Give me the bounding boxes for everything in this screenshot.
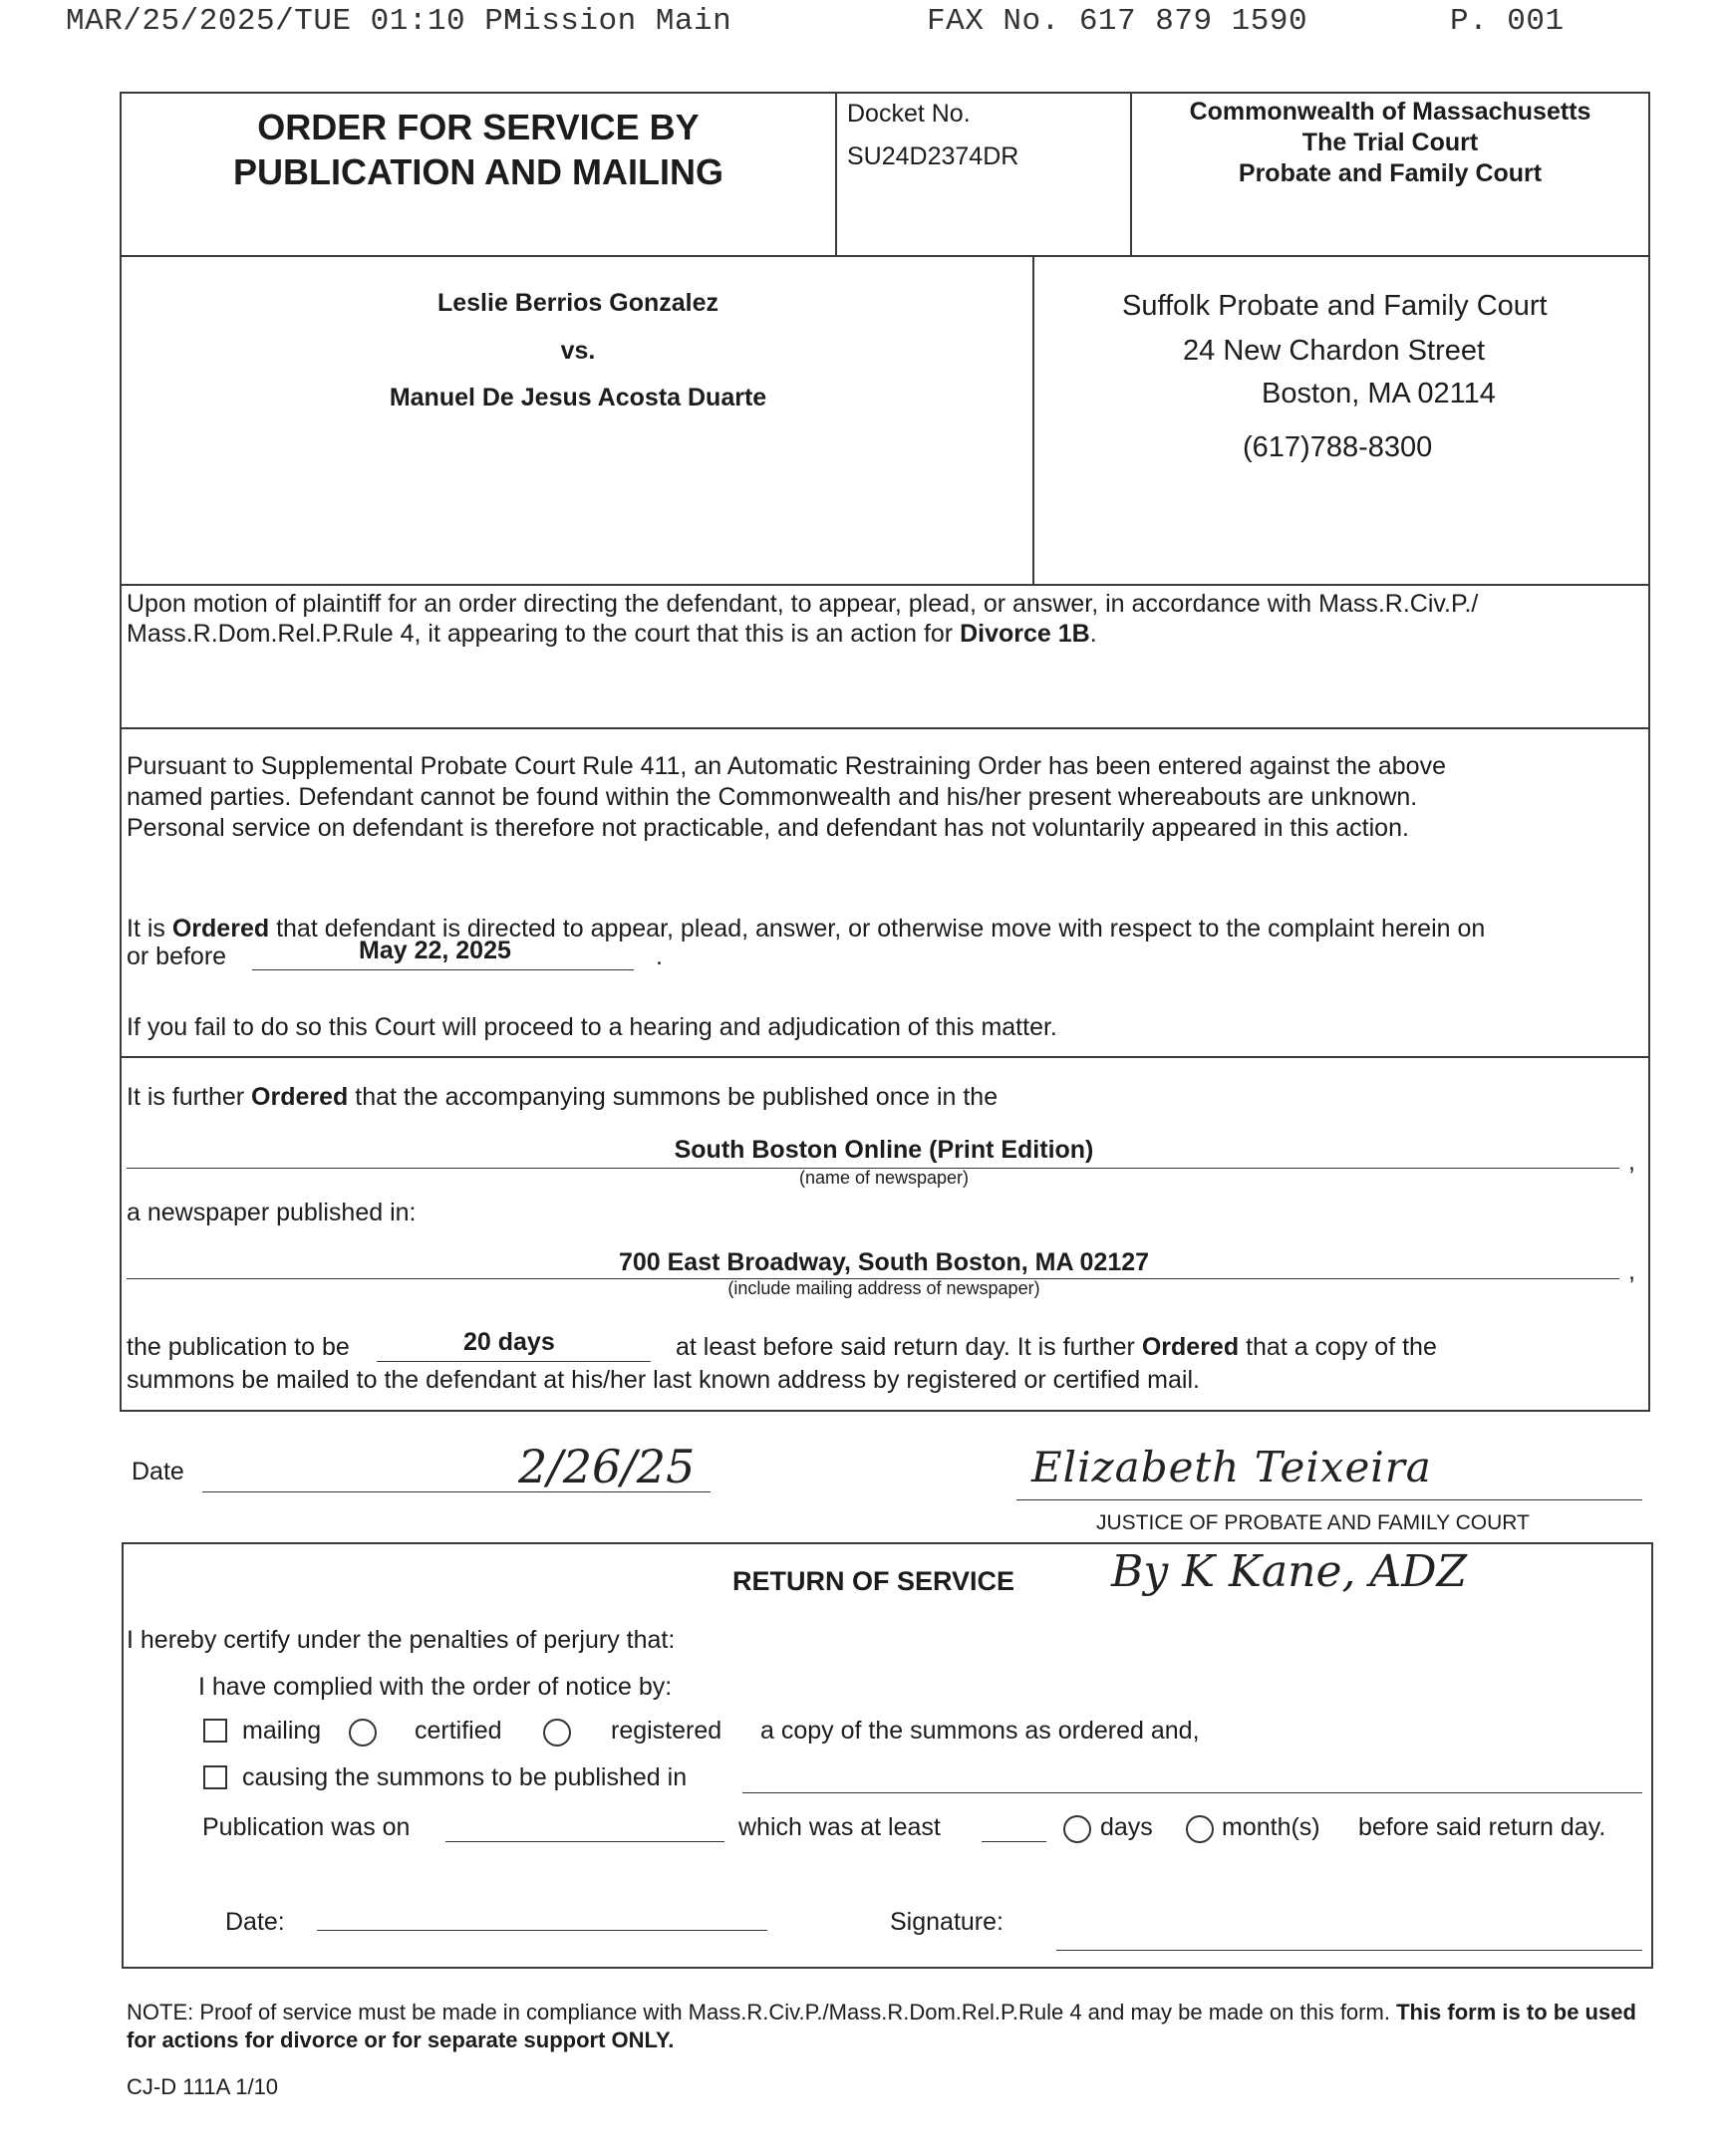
order-line1: It is Ordered that defendant is directed to appear, plead, answer, or otherwise move with respect to the complaint herein on: [127, 915, 1486, 943]
months-radio[interactable]: [1186, 1815, 1214, 1843]
newspaper-address: 700 East Broadway, South Boston, MA 02127: [618, 1248, 1150, 1276]
date-label: Date: [132, 1458, 184, 1485]
publication-was-on-label: Publication was on: [202, 1813, 411, 1841]
court-line1: Commonwealth of Massachusetts: [1189, 98, 1591, 126]
newspaper-comma: ,: [1628, 1148, 1635, 1176]
handwritten-date: 2/26/25: [518, 1440, 696, 1493]
fax-datetime: MAR/25/2025/TUE 01:10 PM: [66, 4, 523, 39]
mailing-label: mailing: [242, 1717, 322, 1745]
motion-line2: Mass.R.Dom.Rel.P.Rule 4, it appearing to the court that this is an action for Divorce 1B.: [127, 620, 1097, 648]
certified-label: certified: [415, 1717, 502, 1745]
return-date-label: Date:: [225, 1908, 285, 1936]
days-radio[interactable]: [1063, 1815, 1091, 1843]
signature-field[interactable]: [1056, 1950, 1642, 1951]
published-in-label: a newspaper published in:: [127, 1199, 417, 1226]
registered-radio[interactable]: [543, 1719, 571, 1747]
court-phone: (617)788-8300: [1243, 431, 1433, 463]
further-ordered-line: It is further Ordered that the accompanying summons be published once in the: [127, 1083, 999, 1111]
form-title-line1: ORDER FOR SERVICE BY: [257, 107, 700, 147]
return-of-service-title: RETURN OF SERVICE: [732, 1566, 1015, 1596]
justice-caption: JUSTICE OF PROBATE AND FAMILY COURT: [1096, 1511, 1530, 1534]
causing-label: causing the summons to be published in: [242, 1763, 688, 1791]
plaintiff-name: Leslie Berrios Gonzalez: [436, 289, 719, 317]
or-before-label: or before: [127, 943, 227, 970]
complied-line: I have complied with the order of notice by:: [198, 1673, 673, 1701]
registered-label: registered: [611, 1717, 722, 1745]
which-was-label: which was at least: [738, 1813, 941, 1841]
form-title: [140, 105, 817, 194]
months-label: month(s): [1222, 1813, 1320, 1841]
justice-signature: Elizabeth Teixeira: [1031, 1443, 1432, 1491]
court-line2: The Trial Court: [1301, 129, 1479, 156]
deadline-date: May 22, 2025: [359, 937, 511, 964]
court-city: Boston, MA 02114: [1262, 378, 1496, 409]
publication-date-field[interactable]: [445, 1841, 724, 1842]
pursuant-line2: named parties. Defendant cannot be found within the Commonwealth and his/her present whereabouts are unknown.: [127, 783, 1418, 811]
court-street: 24 New Chardon Street: [1183, 335, 1486, 367]
mail-line: summons be mailed to the defendant at his/her last known address by registered or certified mail.: [127, 1366, 1200, 1394]
action-type: Divorce 1B: [960, 620, 1090, 648]
publication-period-label: the publication to be: [127, 1333, 350, 1361]
before-return-day: before said return day.: [1358, 1813, 1606, 1841]
address-caption: (include mailing address of newspaper): [727, 1278, 1040, 1298]
return-date-field[interactable]: [317, 1930, 767, 1931]
footer-note: NOTE: Proof of service must be made in compliance with Mass.R.Civ.P./Mass.R.Dom.Rel.P.Rule 4 and may be made on this form. This form is to be used for actions for divorce or for separate support ONLY.: [127, 2000, 1636, 2052]
publication-checkbox[interactable]: [203, 1765, 227, 1789]
certified-radio[interactable]: [349, 1719, 377, 1747]
publication-days: 20 days: [463, 1328, 555, 1356]
mailing-checkbox[interactable]: [203, 1719, 227, 1743]
signature-label: Signature:: [890, 1908, 1004, 1936]
motion-line1: Upon motion of plaintiff for an order directing the defendant, to appear, plead, or answer, in accordance with Mass.R.Civ.P./: [127, 590, 1479, 618]
address-comma: ,: [1628, 1257, 1635, 1285]
newspaper-caption: (name of newspaper): [798, 1168, 970, 1188]
days-label: days: [1100, 1813, 1153, 1841]
defendant-name: Manuel De Jesus Acosta Duarte: [389, 384, 767, 411]
fax-page: P. 001: [1450, 4, 1565, 39]
form-title-line2: PUBLICATION AND MAILING: [233, 151, 723, 192]
by-signature: By K Kane, ADZ: [1111, 1546, 1468, 1597]
court-name: Suffolk Probate and Family Court: [1122, 290, 1548, 322]
form-code: CJ-D 111A 1/10: [127, 2074, 279, 2099]
fax-sender: Mission Main: [503, 4, 732, 39]
docket-label: Docket No.: [847, 100, 971, 128]
docket-number: SU24D2374DR: [847, 142, 1019, 170]
fax-number: FAX No. 617 879 1590: [927, 4, 1308, 39]
pursuant-line3: Personal service on defendant is therefore not practicable, and defendant has not voluntarily appeared in this action.: [127, 814, 1409, 842]
return-of-service-frame: [122, 1542, 1653, 1969]
order-period: .: [656, 943, 663, 970]
certify-line: I hereby certify under the penalties of perjury that:: [127, 1626, 676, 1654]
at-least-field[interactable]: [982, 1841, 1046, 1842]
pursuant-line1: Pursuant to Supplemental Probate Court Rule 411, an Automatic Restraining Order has been entered against the above: [127, 752, 1446, 780]
published-in-field[interactable]: [742, 1792, 1642, 1793]
court-heading: [1136, 97, 1644, 189]
fail-line: If you fail to do so this Court will proceed to a hearing and adjudication of this matter.: [127, 1013, 1057, 1041]
court-line3: Probate and Family Court: [1238, 159, 1543, 187]
publication-line-rest: at least before said return day. It is further Ordered that a copy of the: [676, 1333, 1437, 1361]
versus: vs.: [560, 337, 596, 365]
copy-text: a copy of the summons as ordered and,: [760, 1717, 1200, 1745]
newspaper-name: South Boston Online (Print Edition): [674, 1136, 1094, 1164]
